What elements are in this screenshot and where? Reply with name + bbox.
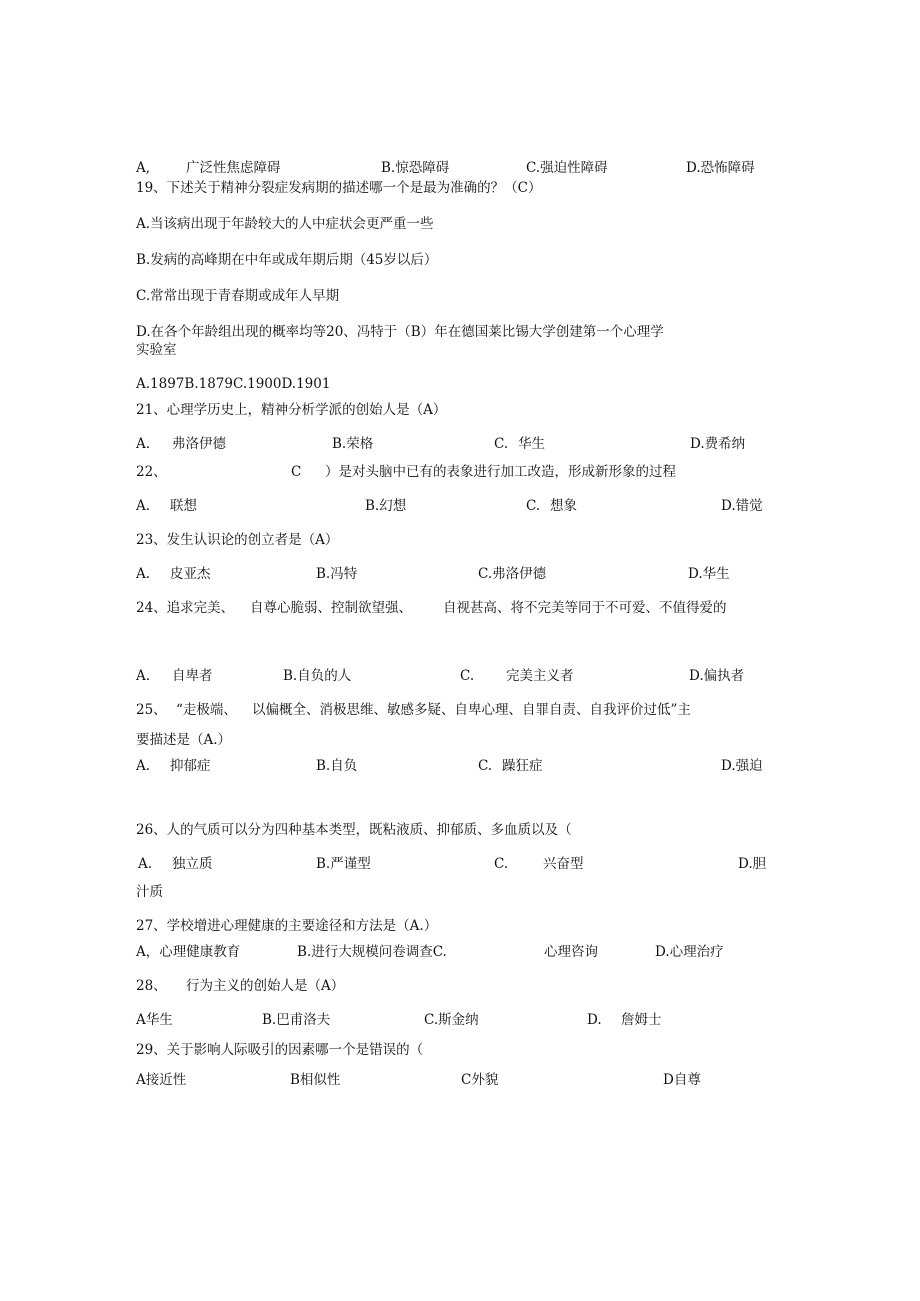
q25-stem-part3: 以偏概全、消极思维、敏感多疑、自卑心理、自罪自责、自我评价过低”主 [252,702,691,718]
q26-option-continued-text: 汁质 [136,884,163,900]
q26-option-b: B.严谨型 [316,856,371,872]
q23-options [0,562,920,586]
q24-option-a-label: A. [136,668,151,684]
q21-option-b: B.荣格 [332,436,374,452]
q28-options [0,1008,920,1032]
q19-option-b [0,248,920,272]
q26-option-c-text: 兴奋型 [543,856,584,872]
q26-stem-text: 26、人的气质可以分为四种基本类型，既粘液质、抑郁质、多血质以及（ [136,822,572,838]
q29-option-c: C外貌 [461,1072,499,1088]
q25-option-c-label: C. [478,758,493,774]
q28-option-d-text: 詹姆士 [621,1012,662,1028]
q28-option-c: C.斯金纳 [424,1012,479,1028]
q26-stem [0,818,920,842]
q22-answer: C [291,464,302,480]
q23-option-a-text: 皮亚杰 [170,566,211,582]
q29-options [0,1068,920,1092]
q25-stem-continued-text: 要描述是（A.） [136,732,232,748]
q25-stem-continued [0,728,920,752]
q26-options [0,852,920,876]
q19-option-b-text: B.发病的高峰期在中年或成年期后期（45岁以后） [136,252,438,268]
q22-stem [0,460,920,484]
q25-stem [0,698,920,722]
q27-option-d: D.心理治疗 [655,944,724,960]
q22-option-b: B.幻想 [365,498,407,514]
q25-option-d: D.强迫 [721,758,763,774]
q19-option-a-text: A.当该病出现于年龄较大的人中症状会更严重一些 [136,216,434,232]
q21-option-c-text: 华生 [518,436,545,452]
q22-option-c-text: 想象 [550,498,577,514]
q25-option-a-label: A. [136,758,151,774]
q20-options-text: A.1897B.1879C.1900D.1901 [136,376,331,392]
q22-number: 22、 [136,464,167,480]
q24-stem-part3: 自视甚高、将不完美等同于不可爱、不值得爱的 [443,600,727,616]
q24-option-a-text: 自卑者 [172,668,213,684]
q21-option-c-label: C. [494,436,509,452]
q18-option-c: C.强迫性障碍 [526,160,608,176]
q19-option-d-text: D.在各个年龄组出现的概率均等20、冯特于（B）年在德国莱比锡大学创建第一个心理学 [136,324,664,340]
q22-options [0,494,920,518]
q27-option-c-text: 心理咨询 [544,944,598,960]
q19-stem-text: 19、下述关于精神分裂症发病期的描述哪一个是最为准确的？（C） [136,180,542,196]
q24-stem [0,596,920,620]
q25-option-a-text: 抑郁症 [170,758,211,774]
q20-options [0,372,920,396]
q21-option-a-text: 弗洛伊德 [172,436,226,452]
q22-stem-text: ）是对头脑中已有的表象进行加工改造，形成新形象的过程 [325,464,676,480]
q27-option-a: A，心理健康教育 [136,944,241,960]
q26-option-c-label: C. [494,856,509,872]
q23-stem-text: 23、发生认识论的创立者是（A） [136,532,339,548]
q28-number: 28、 [136,978,167,994]
q27-stem-text: 27、学校增进心理健康的主要途径和方法是（A.） [136,918,438,934]
q22-option-c-label: C. [526,498,541,514]
q24-option-b: B.自负的人 [283,668,352,684]
q21-option-d: D.费希纳 [690,436,746,452]
q21-options [0,432,920,456]
q29-option-b: B相似性 [290,1072,341,1088]
q28-option-a: A华生 [136,1012,173,1028]
q24-option-c-text: 完美主义者 [506,668,574,684]
q25-stem-part1: 25、 [136,702,167,718]
q28-stem [0,974,920,998]
q22-option-a-text: 联想 [170,498,197,514]
q24-stem-part2: 自尊心脆弱、控制欲望强、 [250,600,412,616]
q23-option-b: B.冯特 [316,566,358,582]
q23-option-d: D.华生 [688,566,730,582]
q29-option-a: A接近性 [136,1072,187,1088]
q24-stem-part1: 24、追求完美、 [136,600,235,616]
q29-option-d: D自尊 [663,1072,701,1088]
q22-option-a-label: A. [136,498,151,514]
q27-options [0,940,920,964]
q24-options [0,664,920,688]
q25-option-b: B.自负 [316,758,358,774]
q19-option-a [0,212,920,236]
q25-option-c-text: 躁狂症 [502,758,543,774]
q27-option-b-c: B.进行大规模问卷调查C. [297,944,447,960]
q23-option-a-label: A. [136,566,151,582]
q23-option-c: C.弗洛伊德 [478,566,547,582]
q28-option-d-label: D. [587,1012,602,1028]
q19-option-d-continued [0,338,920,362]
q26-option-continued [0,880,920,904]
q24-option-d: D.偏执者 [689,668,745,684]
q26-option-d-label: D.胆 [738,856,767,872]
q19-option-c-text: C.常常出现于青春期或成年人早期 [136,288,340,304]
q21-stem [0,398,920,422]
q23-stem [0,528,920,552]
q21-option-a-label: A. [136,436,151,452]
q26-option-a-label: A. [138,856,153,872]
q18-option-a-label: A, [136,160,151,176]
q25-stem-part2: “走极端、 [176,702,237,718]
q26-option-a-text: 独立质 [172,856,213,872]
q25-options [0,754,920,778]
q28-option-b: B.巴甫洛夫 [262,1012,331,1028]
q18-option-a-text: 广泛性焦虑障碍 [186,160,281,176]
q22-option-d: D.错觉 [721,498,763,514]
q21-stem-text: 21、心理学历史上，精神分析学派的创始人是（A） [136,402,447,418]
q29-stem [0,1038,920,1062]
q19-stem [0,176,920,200]
q24-option-c-label: C. [460,668,475,684]
q28-stem-text: 行为主义的创始人是（A） [186,978,345,994]
q18-option-b: B.惊恐障碍 [381,160,450,176]
q27-stem [0,914,920,938]
q19-option-d-continued-text: 实验室 [136,342,177,358]
q19-option-c [0,284,920,308]
q29-stem-text: 29、关于影响人际吸引的因素哪一个是错误的（ [136,1042,424,1058]
q18-option-d: D.恐怖障碍 [686,160,755,176]
